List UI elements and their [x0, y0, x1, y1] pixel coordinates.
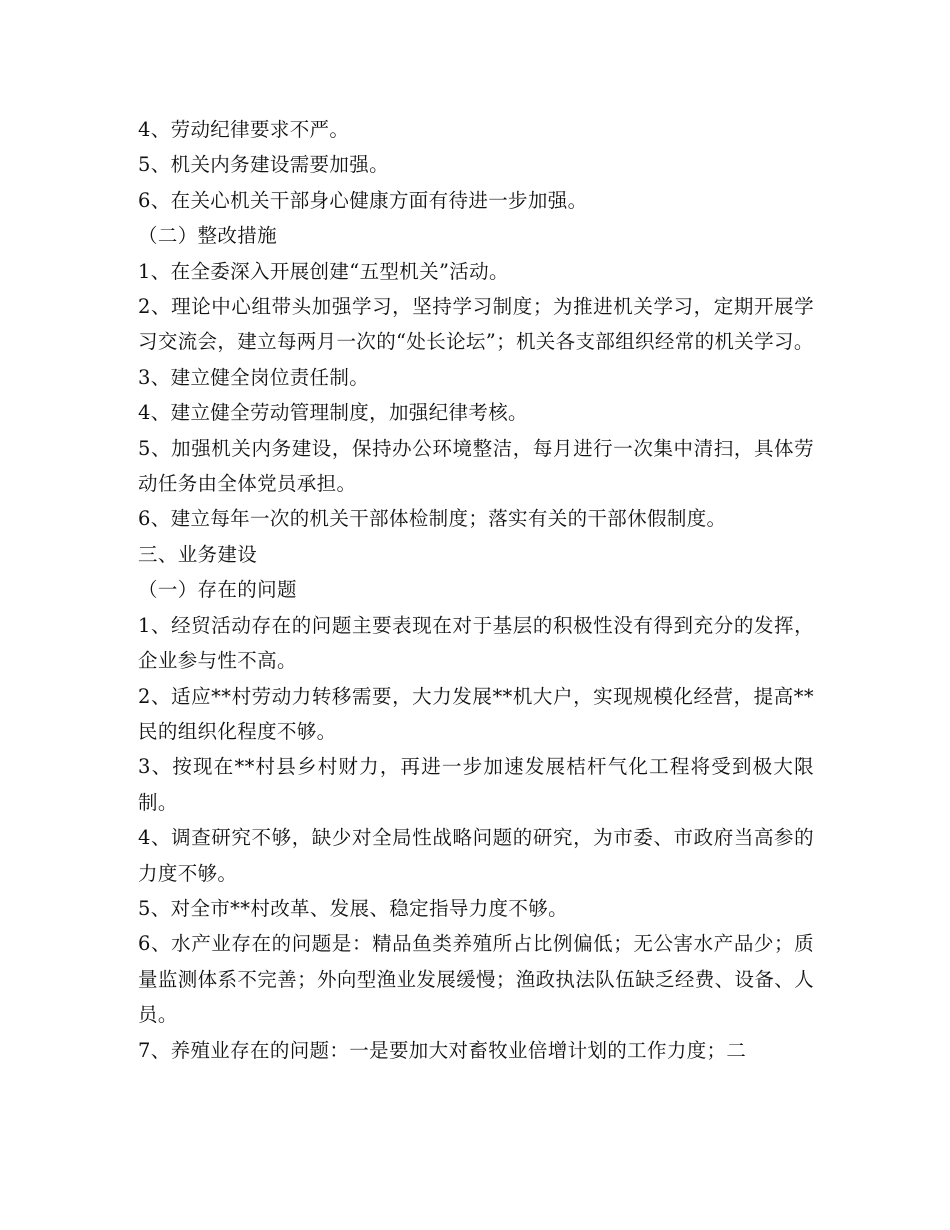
paragraph-item-5-internal-affairs: 5、机关内务建设需要加强。 [138, 153, 389, 177]
paragraph-measure-5: 5、加强机关内务建设，保持办公环境整洁，每月进行一次集中清扫，具体劳动任务由全体党员承担。 [138, 436, 814, 496]
paragraph-problem-2: 2、适应**村劳动力转移需要，大力发展**机大户，实现规模化经营，提高**民的组织化程度不够。 [138, 684, 814, 743]
paragraph-problem-5: 5、对全市**村改革、发展、稳定指导力度不够。 [138, 896, 568, 920]
paragraph-item-4-labor-discipline: 4、劳动纪律要求不严。 [138, 118, 350, 141]
paragraph-problem-3: 3、按现在**村县乡村财力，再进一步加速发展桔杆气化工程将受到极大限制。 [138, 755, 814, 814]
document-body [138, 112, 814, 1068]
paragraph-problem-4: 4、调查研究不够，缺少对全局性战略问题的研究，为市委、市政府当高参的力度不够。 [138, 826, 814, 885]
paragraph-problem-1: 1、经贸活动存在的问题主要表现在对于基层的积极性没有得到充分的发挥，企业参与性不高。 [138, 613, 814, 673]
paragraph-item-6-staff-health: 6、在关心机关干部身心健康方面有待进一步加强。 [138, 188, 588, 212]
section-heading-business-construction: 三、业务建设 [138, 542, 258, 566]
paragraph-measure-1: 1、在全委深入开展创建“五型机关”活动。 [138, 259, 509, 283]
paragraph-measure-4: 4、建立健全劳动管理制度，加强纪律考核。 [138, 401, 528, 425]
paragraph-measure-2: 2、理论中心组带头加强学习，坚持学习制度；为推进机关学习，定期开展学习交流会，建立每两月一次的“处长论坛”；机关各支部组织经常的机关学习。 [138, 295, 814, 354]
paragraph-measure-3: 3、建立健全岗位责任制。 [138, 365, 370, 389]
paragraph-problem-6: 6、水产业存在的问题是：精品鱼类养殖所占比例偏低；无公害水产品少；质量监测体系不完善；外向型渔业发展缓慢；渔政执法队伍缺乏经费、设备、人员。 [138, 932, 814, 1027]
section-heading-existing-problems: （一）存在的问题 [138, 578, 297, 602]
paragraph-measure-6: 6、建立每年一次的机关干部体检制度；落实有关的干部休假制度。 [138, 507, 727, 531]
paragraph-problem-7: 7、养殖业存在的问题：一是要加大对畜牧业倍增计划的工作力度；二 [138, 1038, 747, 1062]
section-heading-rectification-measures: （二）整改措施 [138, 224, 277, 248]
